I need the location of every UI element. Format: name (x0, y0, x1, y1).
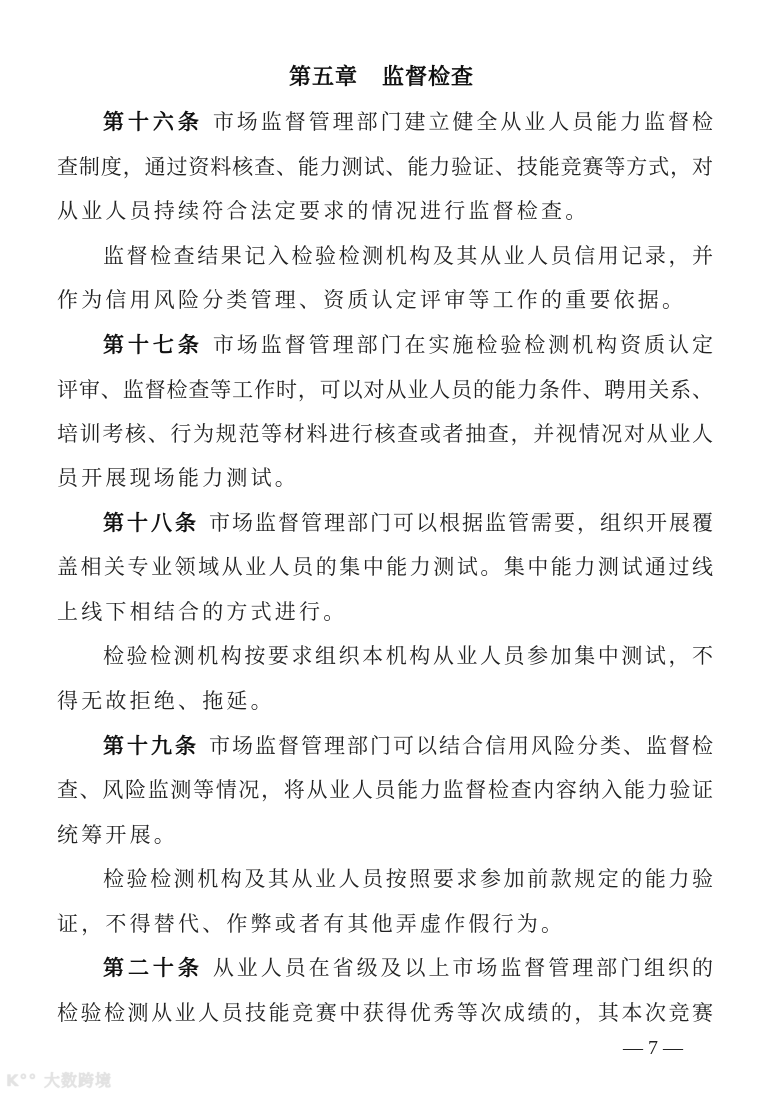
chapter-number: 第五章 (288, 65, 358, 90)
chapter-title (0, 60, 763, 91)
line-text: 检验检测机构及其从业人员按照要求参加前款规定的能力验 (103, 867, 713, 891)
line-text: 得无故拒绝、拖延。 (57, 689, 275, 713)
line-text: 监督检查结果记入检验检测机构及其从业人员信用记录，并 (103, 244, 713, 268)
line-text: 上线下相结合的方式进行。 (57, 600, 348, 624)
watermark-logo: K°° 大数跨境 (6, 1071, 112, 1090)
paragraph-line (57, 775, 713, 805)
line-text: 市场监督管理部门在实施检验检测机构资质认定 (212, 333, 714, 357)
article-heading: 第二十条 (103, 956, 203, 980)
line-text: 市场监督管理部门可以根据监管需要，组织开展覆 (209, 511, 713, 535)
paragraph-line (103, 641, 713, 671)
paragraph-line (57, 285, 713, 315)
line-text: 检验检测机构按要求组织本机构从业人员参加集中测试，不 (103, 644, 713, 668)
article-heading: 第十九条 (103, 734, 199, 758)
line-text: 检验检测从业人员技能竞赛中获得优秀等次成绩的，其本次竞赛 (57, 1001, 713, 1025)
paragraph-line (57, 375, 713, 405)
line-text: 查制度，通过资料核查、能力测试、能力验证、技能竞赛等方式，对 (57, 155, 713, 179)
article-line (103, 731, 713, 761)
line-text: 证，不得替代、作弊或者有其他弄虚作假行为。 (57, 912, 566, 936)
paragraph-line (103, 864, 713, 894)
chapter-name: 监督检查 (382, 65, 475, 90)
line-text: 查、风险监测等情况，将从业人员能力监督检查内容纳入能力验证 (57, 778, 713, 802)
article-line (103, 953, 713, 983)
article-line (103, 330, 713, 360)
line-text: 从业人员持续符合法定要求的情况进行监督检查。 (57, 199, 590, 223)
paragraph-line (57, 419, 713, 449)
line-text: 员开展现场能力测试。 (57, 466, 299, 490)
article-heading: 第十七条 (103, 333, 203, 357)
paragraph-line (57, 196, 713, 226)
paragraph-line (57, 820, 713, 850)
paragraph-line (57, 686, 713, 716)
article-line (103, 107, 713, 137)
line-text: 作为信用风险分类管理、资质认定评审等工作的重要依据。 (57, 288, 687, 312)
line-text: 盖相关专业领域从业人员的集中能力测试。集中能力测试通过线 (57, 555, 713, 579)
article-heading: 第十六条 (103, 110, 203, 134)
paragraph-line (57, 909, 713, 939)
article-heading: 第十八条 (103, 511, 199, 535)
paragraph-line (57, 152, 713, 182)
paragraph-line (57, 998, 713, 1028)
article-line (103, 508, 713, 538)
line-text: 市场监督管理部门建立健全从业人员能力监督检 (212, 110, 714, 134)
line-text: 培训考核、行为规范等材料进行核查或者抽查，并视情况对从业人 (57, 422, 713, 446)
paragraph-line (57, 552, 713, 582)
line-text: 从业人员在省级及以上市场监督管理部门组织的 (212, 956, 714, 980)
page-number: — 7 — (623, 1037, 683, 1059)
line-text: 统筹开展。 (57, 823, 178, 847)
paragraph-line (57, 597, 713, 627)
paragraph-line (57, 463, 713, 493)
paragraph-line (103, 241, 713, 271)
line-text: 市场监督管理部门可以结合信用风险分类、监督检 (209, 734, 713, 758)
line-text: 评审、监督检查等工作时，可以对从业人员的能力条件、聘用关系、 (57, 378, 713, 402)
